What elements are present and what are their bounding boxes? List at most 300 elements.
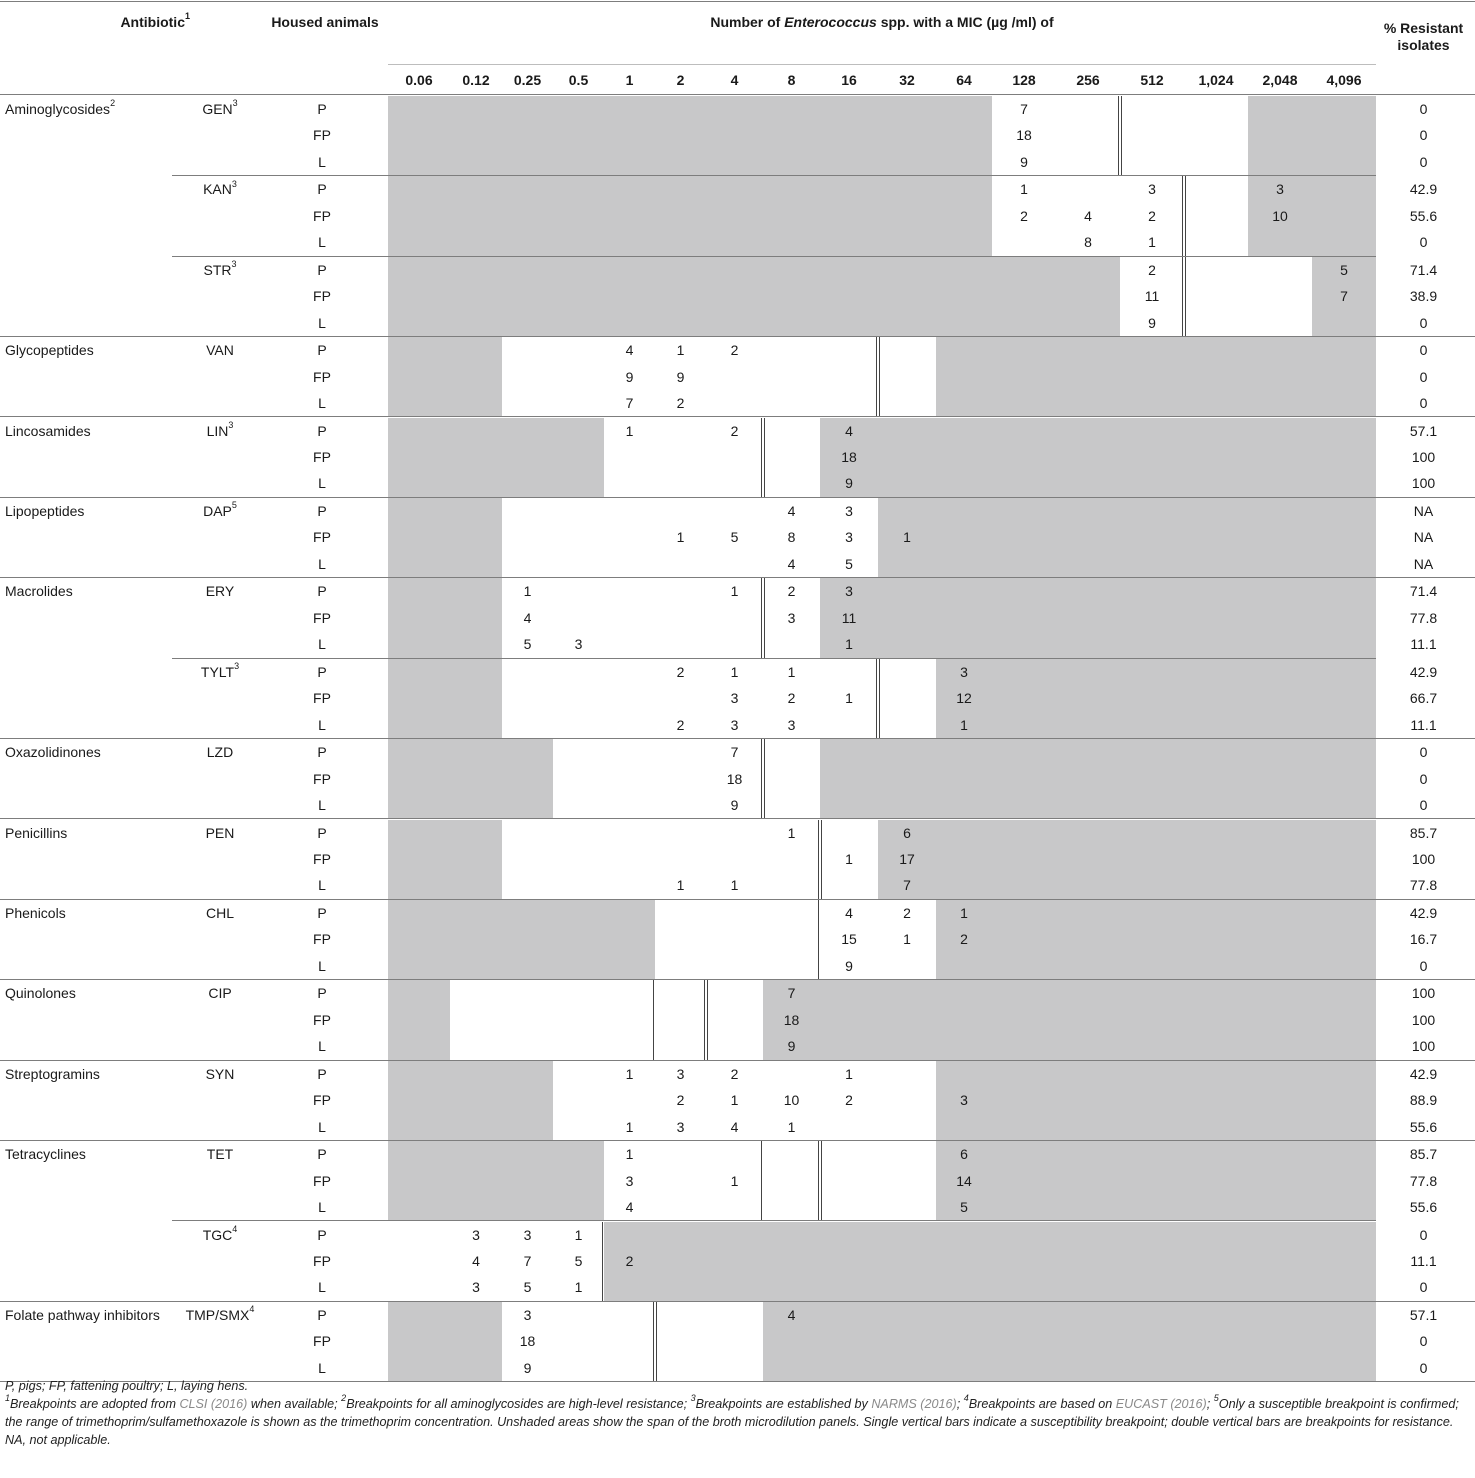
animal-label: L [318,555,326,572]
footnote-marker: 3 [231,178,237,189]
mic-count: 18 [783,1011,800,1028]
mic-count: 2 [845,1092,853,1109]
breakpoint-bar [821,1141,822,1220]
animal-label: L [318,314,326,331]
mic-count: 8 [787,529,796,546]
untested-shade [388,96,992,175]
untested-shade [936,1141,1376,1220]
drug-abbr-text: LZD [206,744,234,761]
animal-label: L [318,153,326,170]
animal-label: P [317,824,327,841]
resistant-percent: 42.9 [1409,905,1438,921]
untested-shade [388,257,1120,336]
untested-shade [388,900,655,979]
resistant-percent: 100 [1411,449,1436,465]
untested-shade [936,1061,1376,1140]
resistant-percent: 66.7 [1409,690,1438,707]
untested-shade [878,820,1376,899]
mic-count: 1 [730,877,739,894]
mic-count: 4 [730,1118,739,1135]
concentration-header: 0.25 [513,72,542,88]
animal-label: FP [313,1092,331,1109]
animal-label: P [317,1146,327,1163]
untested-shade [820,578,1376,657]
untested-shade [388,980,450,1059]
breakpoint-bar [707,980,708,1059]
animal-label: L [318,1038,326,1055]
mic-count: 6 [960,1146,968,1163]
concentration-header: 128 [1012,72,1036,88]
mic-count: 3 [845,503,853,519]
mic-count: 3 [787,609,796,626]
breakpoint-bar [1118,96,1119,175]
drug-abbr-text: SYN [205,1065,235,1082]
drug-abbr [180,498,260,524]
animal-label: P [317,261,327,278]
mic-count: 8 [1084,234,1092,251]
concentration-header: 512 [1140,72,1164,88]
mic-count: 4 [523,609,532,626]
antibiotic-class [5,418,91,444]
mic-count: 3 [676,1118,685,1135]
mic-count: 17 [899,851,915,867]
breakpoint-bar [764,739,765,818]
resistant-percent: 71.4 [1409,583,1438,600]
mic-count: 1 [787,1118,796,1135]
resistant-percent: 100 [1411,1011,1436,1028]
animal-label: FP [313,770,331,787]
mic-count: 4 [787,1307,796,1323]
drug-abbr [180,578,260,604]
resistant-percent: NA [1413,555,1434,572]
antibiotic-class-name: Glycopeptides [5,342,94,359]
resistant-percent: 42.9 [1409,1065,1438,1082]
drug-abbr-text: TGC [202,1226,233,1243]
concentration-header: 2,048 [1262,72,1298,88]
untested-shade [936,659,1376,738]
antibiotic-class-name: Tetracyclines [5,1146,86,1163]
animal-label: P [317,1307,327,1323]
untested-shade [388,418,604,497]
animal-label: P [317,342,327,359]
mic-count: 14 [956,1172,972,1189]
resistant-percent: 0 [1419,101,1428,117]
resistant-percent: 42.9 [1409,663,1438,680]
drug-abbr [180,900,260,926]
mic-count: 18 [519,1333,536,1350]
mic-count: 11 [841,609,857,626]
mic-count: 2 [960,931,968,948]
resistant-percent: 55.6 [1409,1118,1438,1135]
animal-label: P [317,905,327,921]
mic-count: 4 [625,1199,634,1215]
antibiotic-class [5,578,73,604]
mic-count: 1 [625,422,634,439]
untested-shade [820,418,1376,497]
resistant-percent: 0 [1419,1359,1428,1376]
resistant-percent: 11.1 [1410,716,1437,733]
mic-count: 5 [574,1253,583,1269]
footnote-marker: 3 [228,419,234,430]
mic-count: 11 [1144,288,1160,305]
mic-count: 9 [625,368,634,385]
antibiotic-class [5,498,84,524]
untested-shade [763,980,1376,1059]
mic-count: 9 [1020,153,1028,170]
animal-label: FP [313,931,331,948]
mic-count: 9 [787,1038,796,1055]
resistant-percent: 11.1 [1410,1253,1437,1269]
mic-count: 2 [787,583,796,600]
resistant-percent: 0 [1419,957,1428,974]
concentration-header: 4,096 [1326,72,1362,88]
resistant-percent: 100 [1411,475,1436,492]
resistant-percent: 0 [1419,342,1428,359]
untested-shade [388,1061,553,1140]
mic-count: 3 [472,1226,480,1243]
mic-count: 4 [787,503,796,519]
breakpoint-bar [876,337,877,416]
antibiotic-class-name: Macrolides [5,583,73,600]
resistant-percent: 38.9 [1409,288,1438,305]
breakpoint-bar [1121,96,1122,175]
ref-eucast-link[interactable]: EUCAST (2016) [1115,1397,1207,1411]
resistant-percent: 0 [1419,234,1428,251]
untested-shade [388,1141,604,1220]
untested-shade [388,739,553,818]
mic-count: 1 [676,342,685,359]
antibiotic-class-name: Folate pathway inhibitors [5,1307,160,1323]
animal-label: FP [313,127,331,144]
untested-shade [763,1302,1376,1381]
footnote-marker: 3 [231,259,237,270]
drug-abbr [180,1222,260,1248]
mic-count: 3 [960,663,968,680]
resistant-percent: 71.4 [1409,261,1438,278]
antibiotic-class [5,900,66,926]
resistant-percent: NA [1413,529,1434,546]
mic-count: 2 [625,1253,634,1269]
mic-count: 5 [845,555,853,572]
untested-shade [1248,96,1376,175]
resistant-percent: 85.7 [1409,1146,1438,1163]
antibiotic-class [5,337,94,363]
mic-count: 1 [1148,234,1156,251]
mic-count: 7 [787,985,796,1002]
concentration-header: 8 [787,72,796,88]
footnote-marker: 5 [231,500,237,511]
animal-label: L [318,1359,326,1376]
drug-abbr [180,1302,260,1328]
antibiotic-class [5,1302,160,1328]
mic-count: 7 [1340,288,1348,305]
untested-shade [388,659,502,738]
header-antibiotic: Antibiotic$^1$ [120,11,190,30]
drug-abbr-text: DAP [203,503,232,519]
footnotes [5,1377,1467,1449]
mic-count: 2 [787,690,796,707]
antibiotic-class-name: Quinolones [5,985,76,1002]
mic-count: 3 [523,1226,532,1243]
resistant-percent: 57.1 [1409,1307,1438,1323]
resistant-percent: 11.1 [1410,636,1437,653]
mic-count: 5 [523,1279,532,1296]
drug-abbr-text: TMP/SMX [185,1307,250,1323]
concentration-header: 0.5 [568,72,589,88]
mic-count: 3 [1276,181,1284,198]
resistant-percent: 0 [1419,797,1428,813]
resistant-percent: 77.8 [1409,609,1438,626]
untested-shade [388,820,502,899]
drug-abbr [180,257,260,283]
mic-count: 7 [523,1253,532,1269]
mic-count: 1 [787,824,796,841]
untested-shade [936,337,1376,416]
antibiotic-class [5,1141,86,1167]
mic-count: 1 [523,583,532,600]
animal-label: L [318,636,326,653]
mic-count: 2 [730,1065,739,1082]
animal-label: FP [313,288,331,305]
footnote-abbreviations: P, pigs; FP, fattening poultry; L, laying hens. [5,1379,249,1393]
mic-count: 1 [625,1118,634,1135]
resistant-percent: 100 [1411,851,1436,867]
animal-label: P [317,1065,327,1082]
animal-label: FP [313,368,331,385]
breakpoint-bar [656,1302,657,1381]
mic-count: 1 [845,851,853,867]
drug-abbr-text: KAN [203,181,232,198]
header-housed-animals: Housed animals [271,14,379,30]
resistant-percent: 0 [1419,1279,1428,1296]
mic-count: 2 [1148,207,1156,224]
breakpoint-bar [653,980,654,1059]
mic-count: 2 [676,1092,685,1109]
mic-count: 2 [1020,207,1028,224]
mic-count: 9 [845,957,853,974]
antibiotic-class-name: Lincosamides [5,422,91,439]
drug-abbr [180,418,260,444]
drug-abbr [180,337,260,363]
mic-count: 1 [574,1279,583,1296]
antibiotic-class [5,1061,100,1087]
antibiotic-class [5,739,101,765]
mic-count: 3 [787,716,796,733]
mic-count: 2 [676,716,685,733]
mic-count: 4 [472,1253,480,1269]
drug-abbr [180,1141,260,1167]
drug-abbr [180,820,260,846]
drug-abbr-text: GEN [202,101,233,117]
resistant-percent: 16.7 [1409,931,1438,948]
resistant-percent: 0 [1419,1333,1428,1350]
mic-count: 5 [523,636,532,653]
animal-label: FP [313,1011,331,1028]
animal-label: P [317,181,327,198]
antibiotic-class [5,96,115,122]
mic-count: 4 [787,555,796,572]
footnote-breakpoints: $^1$Breakpoints are adopted from CLSI (2016) when available; $^2$Breakpoints for all aminoglycosides are high-level resistance; $^3$Breakpoints are established by NARMS (2016); $^4$Breakpoints are based on EUCAST (2016); $^5$Only a susceptible breakpoint is confirmed; the range of trimethoprim/sulfamethoxazole is shown as the trimethoprim concentration. Unshaded areas show the span of the broth microdilution panels. Single vertical bars indicate a susceptibility breakpoint; double vertical bars are breakpoints for resistance. [5,1392,1459,1429]
resistant-percent: 100 [1411,985,1436,1002]
drug-abbr [180,739,260,765]
animal-label: P [317,101,327,117]
mic-count: 2 [730,422,739,439]
animal-label: P [317,985,327,1002]
mic-count: 18 [841,449,857,465]
mic-count: 1 [730,1172,739,1189]
resistant-percent: 0 [1419,314,1428,331]
antibiotic-class-name: Streptogramins [5,1065,100,1082]
drug-abbr [180,96,260,122]
concentration-header-rule [388,64,1376,65]
mic-count: 9 [676,368,685,385]
untested-shade [878,498,1376,577]
mic-count: 3 [523,1307,532,1323]
animal-label: L [318,797,326,813]
breakpoint-bar [1185,257,1186,336]
resistant-percent: 77.8 [1409,1172,1438,1189]
footnote-na: NA, not applicable. [5,1433,111,1447]
mic-count: 1 [730,583,739,600]
breakpoint-bar [818,900,819,979]
mic-count: 1 [845,1065,853,1082]
animal-label: FP [313,1333,331,1350]
animal-label: FP [313,449,331,465]
top-border [0,1,1475,2]
mic-count: 1 [960,716,968,733]
drug-abbr [180,980,260,1006]
mic-count: 4 [625,342,634,359]
mic-count: 3 [625,1172,634,1189]
untested-shade [388,337,502,416]
mic-count: 3 [1148,181,1156,198]
ref-clsi-link[interactable]: CLSI (2016) [179,1397,248,1411]
breakpoint-bar [879,337,880,416]
resistant-percent: 57.1 [1409,422,1438,439]
mic-count: 9 [523,1359,532,1376]
ref-narms-link[interactable]: NARMS (2016) [871,1397,957,1411]
footnote-marker: 2 [110,98,116,109]
concentration-header: 1,024 [1198,72,1234,88]
resistant-percent: 0 [1419,368,1428,385]
concentration-header: 16 [841,72,857,88]
mic-count: 3 [960,1092,968,1109]
mic-count: 7 [903,877,911,894]
antibiotic-class-name: Aminoglycosides [5,101,111,117]
mic-count: 3 [676,1065,685,1082]
concentration-header: 1 [625,72,634,88]
animal-label: P [317,503,327,519]
resistant-percent: 88.9 [1409,1092,1438,1109]
mic-count: 5 [730,529,739,546]
breakpoint-bar [879,659,880,738]
resistant-percent: 77.8 [1409,877,1438,894]
animal-label: L [318,475,326,492]
mic-count: 1 [960,905,968,921]
animal-label: FP [313,690,331,707]
resistant-percent: 0 [1419,1226,1428,1243]
mic-count: 3 [730,690,739,707]
mic-count: 7 [730,744,739,761]
drug-abbr-text: CHL [205,905,234,921]
breakpoint-bar [653,1302,654,1381]
resistant-percent: 0 [1419,127,1428,144]
mic-count: 12 [956,690,972,707]
mic-count: 2 [676,395,685,411]
footnote-marker: 4 [249,1304,255,1315]
resistant-percent: 0 [1419,153,1428,170]
mic-count: 3 [574,636,583,653]
mic-count: 2 [1148,261,1156,278]
animal-label: P [317,583,327,600]
mic-count: 15 [841,931,857,948]
header-bottom-rule [0,94,1475,95]
antibiotic-class-name: Oxazolidinones [5,744,101,761]
resistant-percent: 55.6 [1409,1199,1438,1215]
mic-count: 10 [783,1092,800,1109]
drug-abbr [180,1061,260,1087]
mic-count: 18 [1016,127,1032,144]
animal-label: L [318,1118,326,1135]
mic-count: 1 [903,931,911,948]
mic-count: 2 [903,905,911,921]
mic-count: 4 [845,422,853,439]
drug-abbr [180,659,260,685]
concentration-header: 0.12 [462,72,490,88]
animal-label: L [318,1279,326,1296]
resistant-percent: 55.6 [1409,207,1438,224]
drug-abbr [180,176,260,202]
animal-label: P [317,663,327,680]
mic-count: 1 [730,1092,739,1109]
mic-count: 5 [1340,261,1348,278]
animal-label: L [318,234,326,251]
animal-label: FP [313,851,331,867]
resistant-percent: 0 [1419,770,1428,787]
animal-label: L [318,716,326,733]
resistant-percent: NA [1413,503,1434,519]
animal-label: FP [313,1172,331,1189]
drug-abbr-text: TYLT [200,663,235,680]
mic-count: 10 [1272,207,1288,224]
drug-abbr-text: STR [203,261,232,278]
mic-count: 1 [574,1226,583,1243]
breakpoint-bar [764,418,765,497]
resistant-percent: 100 [1411,1038,1436,1055]
drug-abbr-text: LIN [206,422,229,439]
drug-abbr-text: TET [206,1146,234,1163]
resistant-percent: 0 [1419,744,1428,761]
breakpoint-bar [1185,176,1186,255]
untested-shade [820,739,1376,818]
animal-label: L [318,957,326,974]
animal-label: P [317,422,327,439]
header-mic-title: Number of Enterococcus spp. with a MIC (µg /ml) of [710,14,1054,30]
animal-label: P [317,1226,327,1243]
concentration-header: 32 [899,72,915,88]
mic-count: 1 [625,1065,634,1082]
resistant-percent: 85.7 [1409,824,1438,841]
mic-count: 9 [1148,314,1156,331]
drug-abbr-text: VAN [206,342,234,359]
breakpoint-bar [818,1141,819,1220]
mic-count: 3 [730,716,739,733]
resistant-percent: 42.9 [1409,181,1438,198]
footnote-marker: 3 [234,661,240,672]
antibiotic-class [5,980,76,1006]
animal-label: FP [313,1253,331,1269]
mic-count: 3 [845,583,853,600]
